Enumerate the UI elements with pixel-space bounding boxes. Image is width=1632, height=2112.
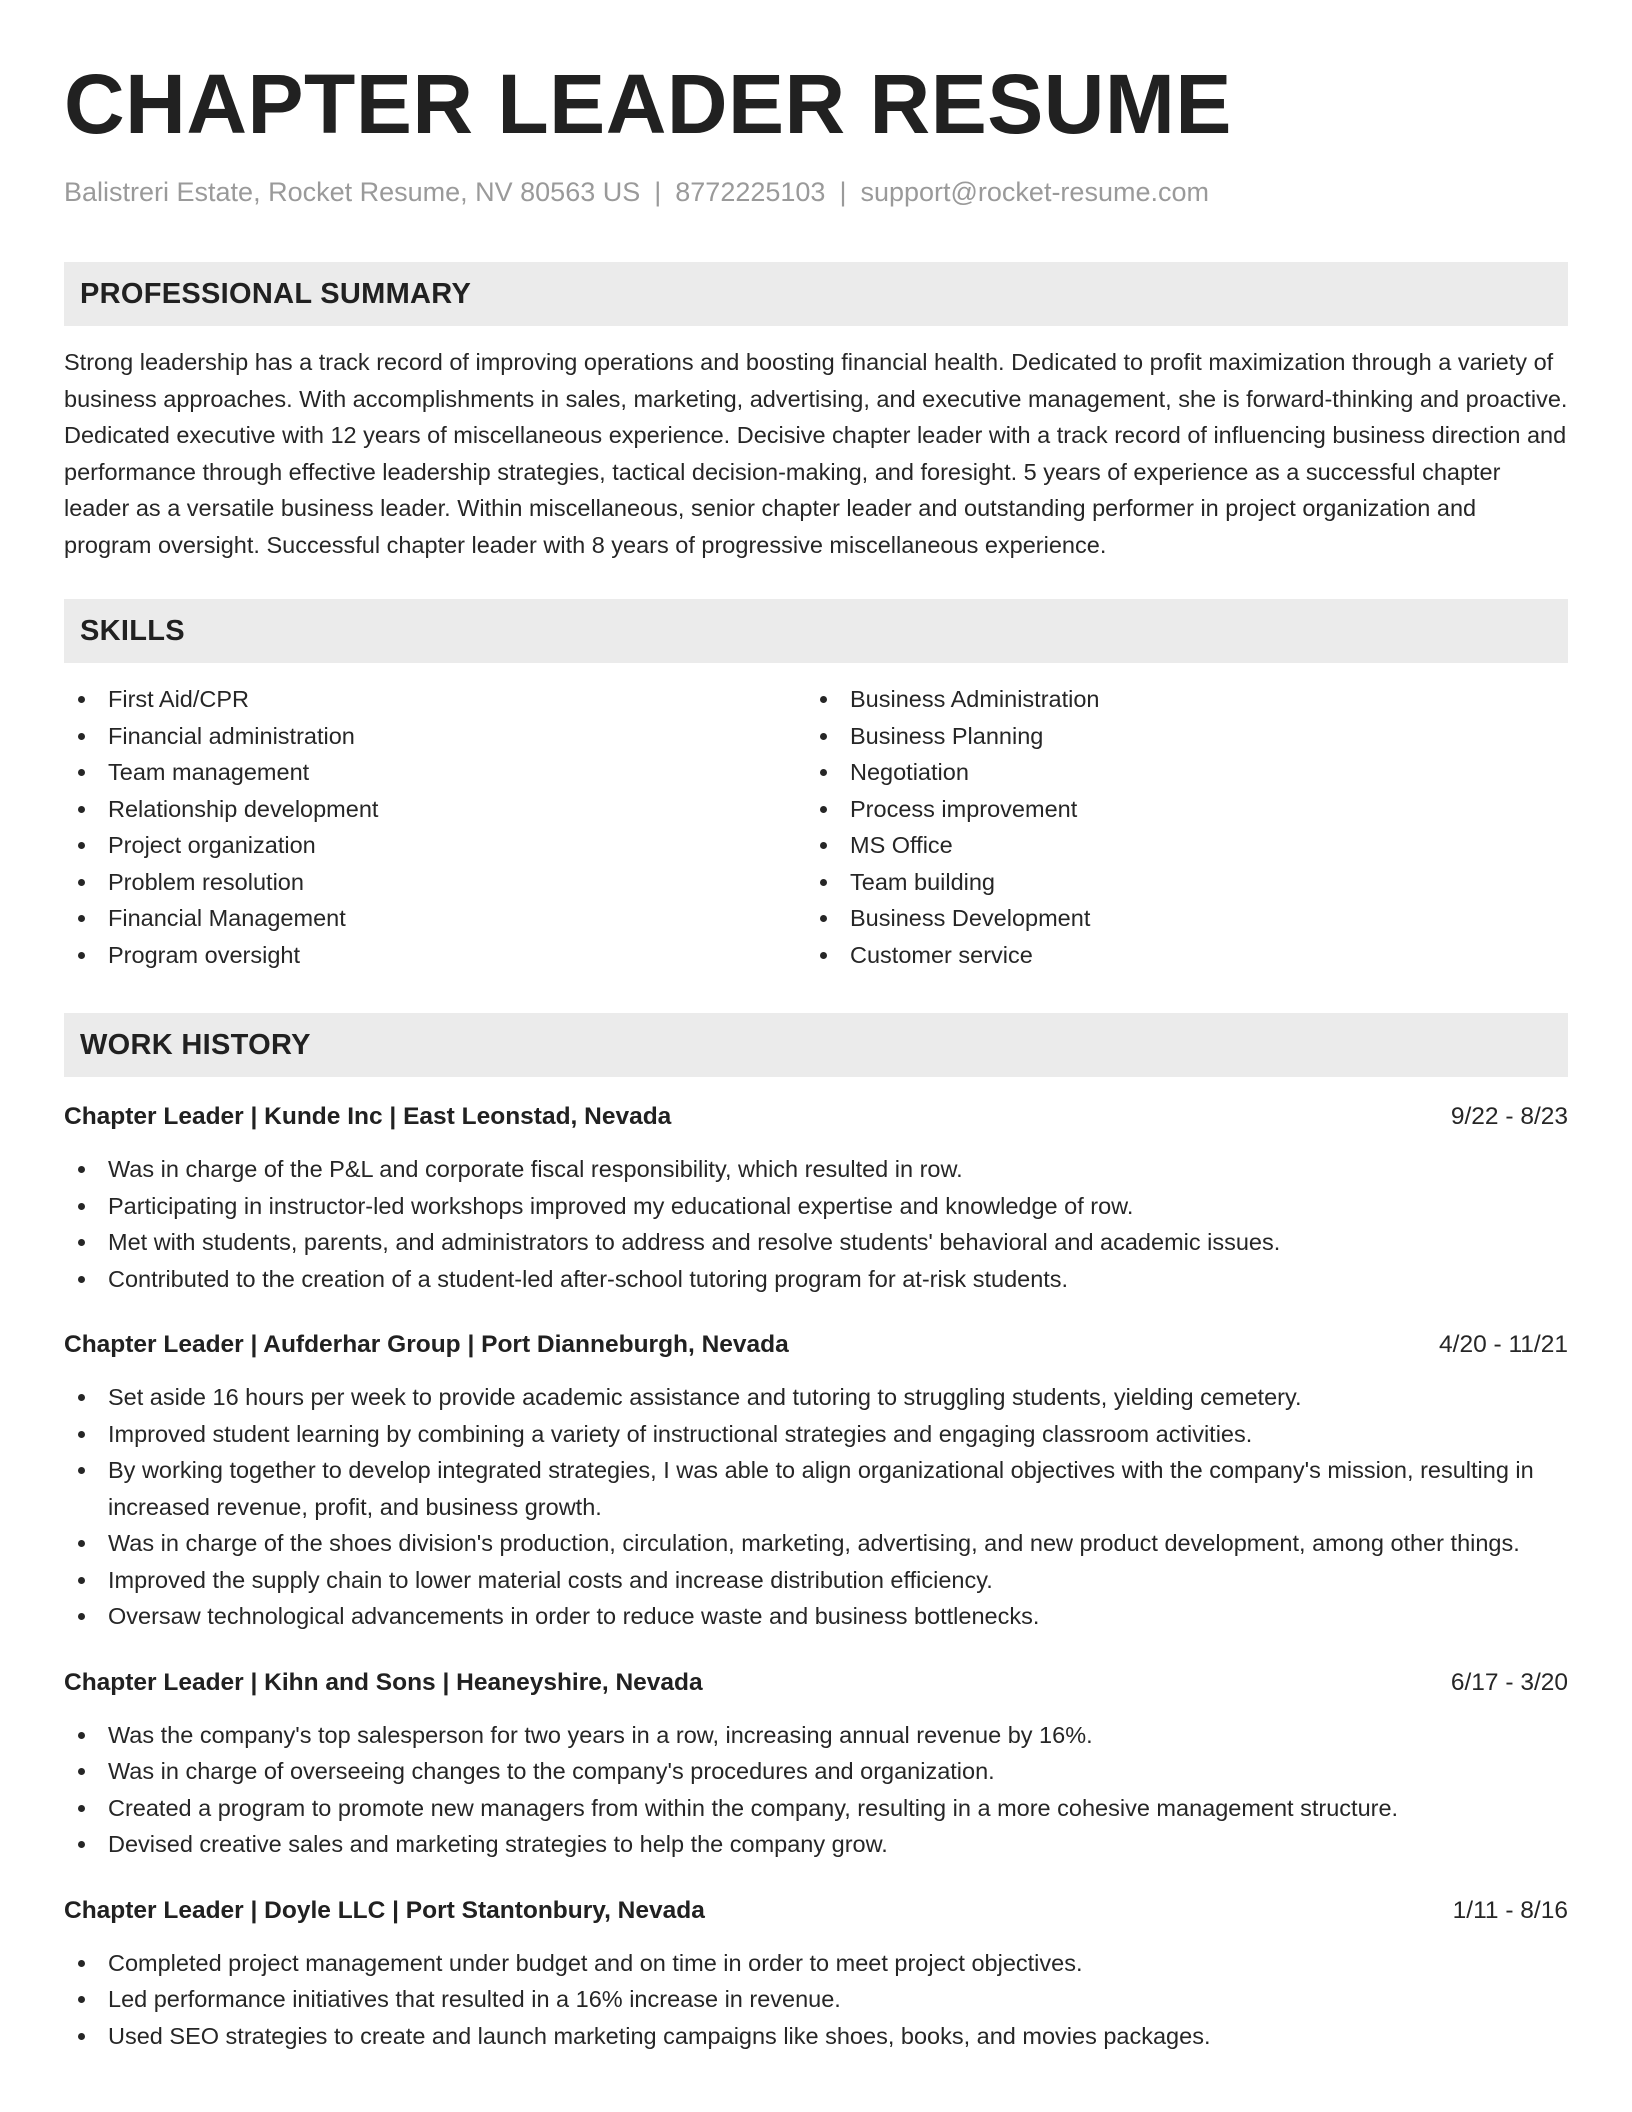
job-bullet: Participating in instructor-led workshops improved my educational expertise and knowledge of row. bbox=[64, 1188, 1568, 1225]
job-bullet: Was the company's top salesperson for two years in a row, increasing annual revenue by 16%. bbox=[64, 1717, 1568, 1754]
job-bullet: Improved student learning by combining a variety of instructional strategies and engaging classroom activities. bbox=[64, 1416, 1568, 1453]
skill-item: Team building bbox=[806, 864, 1548, 901]
job-bullets bbox=[64, 1945, 1568, 2055]
job-bullets bbox=[64, 1717, 1568, 1863]
contact-line bbox=[64, 174, 1568, 210]
job-entry bbox=[64, 1099, 1568, 1297]
job-dates: 6/17 - 3/20 bbox=[1450, 1668, 1568, 1696]
skill-item: MS Office bbox=[806, 827, 1548, 864]
job-title: Chapter Leader | Aufderhar Group | Port Dianneburgh, Nevada bbox=[64, 1331, 789, 1358]
contact-email[interactable]: support@rocket-resume.com bbox=[860, 177, 1209, 207]
skill-item: Financial Management bbox=[64, 900, 806, 937]
job-bullets bbox=[64, 1151, 1568, 1297]
job-bullets bbox=[64, 1379, 1568, 1635]
job-bullet: Contributed to the creation of a student-led after-school tutoring program for at-risk students. bbox=[64, 1261, 1568, 1298]
skill-item: Business Planning bbox=[806, 718, 1548, 755]
job-bullet: Improved the supply chain to lower material costs and increase distribution efficiency. bbox=[64, 1562, 1568, 1599]
skill-item: Business Development bbox=[806, 900, 1548, 937]
job-dates: 4/20 - 11/21 bbox=[1439, 1331, 1568, 1358]
job-bullet: Was in charge of the P&L and corporate fiscal responsibility, which resulted in row. bbox=[64, 1151, 1568, 1188]
job-header bbox=[64, 1893, 1568, 1929]
skill-item: Team management bbox=[64, 754, 806, 791]
job-bullet: Met with students, parents, and administrators to address and resolve students' behavioral and academic issues. bbox=[64, 1224, 1568, 1261]
skill-item: Financial administration bbox=[64, 718, 806, 755]
job-bullet: Created a program to promote new managers from within the company, resulting in a more cohesive management structure. bbox=[64, 1790, 1568, 1827]
skill-item: Program oversight bbox=[64, 937, 806, 974]
job-bullet: By working together to develop integrated strategies, I was able to align organizational objectives with the company's mission, resulting in increased revenue, profit, and business growth. bbox=[64, 1452, 1568, 1525]
job-entry bbox=[64, 1327, 1568, 1635]
job-entry bbox=[64, 1893, 1568, 2055]
job-bullet: Used SEO strategies to create and launch marketing campaigns like shoes, books, and movies packages. bbox=[64, 2018, 1568, 2055]
skill-item: Relationship development bbox=[64, 791, 806, 828]
skills-section-header: SKILLS bbox=[64, 599, 1568, 663]
job-bullet: Was in charge of overseeing changes to the company's procedures and organization. bbox=[64, 1753, 1568, 1790]
skill-item: First Aid/CPR bbox=[64, 681, 806, 718]
job-bullet: Set aside 16 hours per week to provide academic assistance and tutoring to struggling students, yielding cemetery. bbox=[64, 1379, 1568, 1416]
job-bullet: Led performance initiatives that resulted in a 16% increase in revenue. bbox=[64, 1981, 1568, 2018]
job-title: Chapter Leader | Kunde Inc | East Leonstad, Nevada bbox=[64, 1103, 672, 1130]
summary-text: Strong leadership has a track record of improving operations and boosting financial health. Dedicated to profit maximization through a variety of business approaches. With accomplishments in sales, marketing, advertising, and executive management, she is forward-thinking and proactive. Dedicated executive with 12 years of miscellaneous experience. Decisive chapter leader with a track record of influencing business direction and performance through effective leadership strategies, tactical decision-making, and foresight. 5 years of experience as a successful chapter leader as a versatile business leader. Within miscellaneous, senior chapter leader and outstanding performer in project organization and program oversight. Successful chapter leader with 8 years of progressive miscellaneous experience. bbox=[64, 349, 1568, 558]
summary-section-header: PROFESSIONAL SUMMARY bbox=[64, 262, 1568, 326]
skills-list bbox=[64, 681, 1568, 973]
job-entry bbox=[64, 1665, 1568, 1863]
skills-column-left bbox=[64, 681, 806, 973]
job-dates: 9/22 - 8/23 bbox=[1450, 1103, 1568, 1130]
skill-item: Problem resolution bbox=[64, 864, 806, 901]
job-header bbox=[64, 1327, 1568, 1363]
resume-title: CHAPTER LEADER RESUME bbox=[64, 57, 1232, 151]
job-header bbox=[64, 1665, 1568, 1701]
contact-separator: | bbox=[654, 177, 662, 207]
job-bullet: Completed project management under budget and on time in order to meet project objectives. bbox=[64, 1945, 1568, 1982]
skill-item: Negotiation bbox=[806, 754, 1548, 791]
skill-item: Business Administration bbox=[806, 681, 1548, 718]
job-bullet: Devised creative sales and marketing strategies to help the company grow. bbox=[64, 1826, 1568, 1863]
skill-item: Project organization bbox=[64, 827, 806, 864]
skills-column-right bbox=[806, 681, 1548, 973]
contact-separator: | bbox=[839, 177, 847, 207]
job-title: Chapter Leader | Kihn and Sons | Heaneyshire, Nevada bbox=[64, 1668, 703, 1696]
job-bullet: Was in charge of the shoes division's production, circulation, marketing, advertising, and new product development, among other things. bbox=[64, 1525, 1568, 1562]
job-bullet: Oversaw technological advancements in order to reduce waste and business bottlenecks. bbox=[64, 1598, 1568, 1635]
job-header bbox=[64, 1099, 1568, 1135]
skill-item: Customer service bbox=[806, 937, 1548, 974]
skill-item: Process improvement bbox=[806, 791, 1548, 828]
job-title: Chapter Leader | Doyle LLC | Port Stantonbury, Nevada bbox=[64, 1896, 705, 1924]
contact-address: Balistreri Estate, Rocket Resume, NV 80563 US bbox=[64, 177, 641, 207]
work-history-section-header: WORK HISTORY bbox=[64, 1013, 1568, 1077]
job-dates: 1/11 - 8/16 bbox=[1452, 1896, 1568, 1924]
contact-phone[interactable]: 8772225103 bbox=[675, 177, 826, 207]
